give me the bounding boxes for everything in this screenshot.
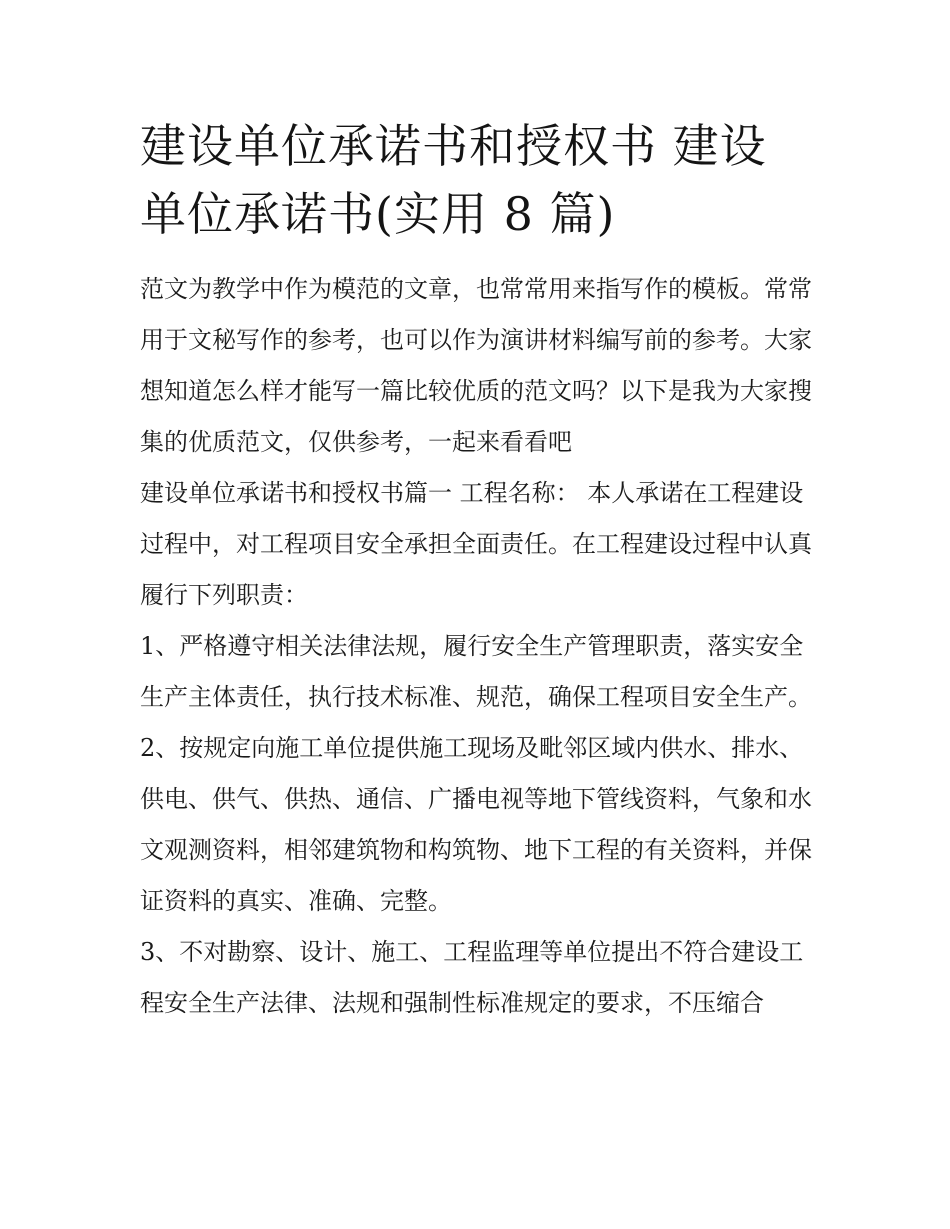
document-title: 建设单位承诺书和授权书 建设单位承诺书(实用 8 篇) [140,119,767,241]
document-body [140,112,812,1029]
duty-item-1: 1、严格遵守相关法律法规，履行安全生产管理职责，落实安全生产主体责任，执行技术标准、规范，确保工程项目安全生产。 [140,632,812,711]
duty-item-3: 3、不对勘察、设计、施工、工程监理等单位提出不符合建设工程安全生产法律、法规和强制性标准规定的要求，不压缩合 [140,938,804,1017]
intro-paragraph: 范文为教学中作为模范的文章，也常常用来指写作的模板。常常用于文秘写作的参考，也可以作为演讲材料编写前的参考。大家想知道怎么样才能写一篇比较优质的范文吗？以下是我为大家搜集的优质范文，仅供参考，一起来看看吧 [140,275,812,456]
section-one-paragraph: 建设单位承诺书和授权书篇一 工程名称： 本人承诺在工程建设过程中，对工程项目安全承担全面责任。在工程建设过程中认真履行下列职责： [140,479,812,609]
duty-item-2: 2、按规定向施工单位提供施工现场及毗邻区域内供水、排水、供电、供气、供热、通信、广播电视等地下管线资料，气象和水文观测资料，相邻建筑物和构筑物、地下工程的有关资料，并保证资料的真实、准确、完整。 [140,734,812,915]
